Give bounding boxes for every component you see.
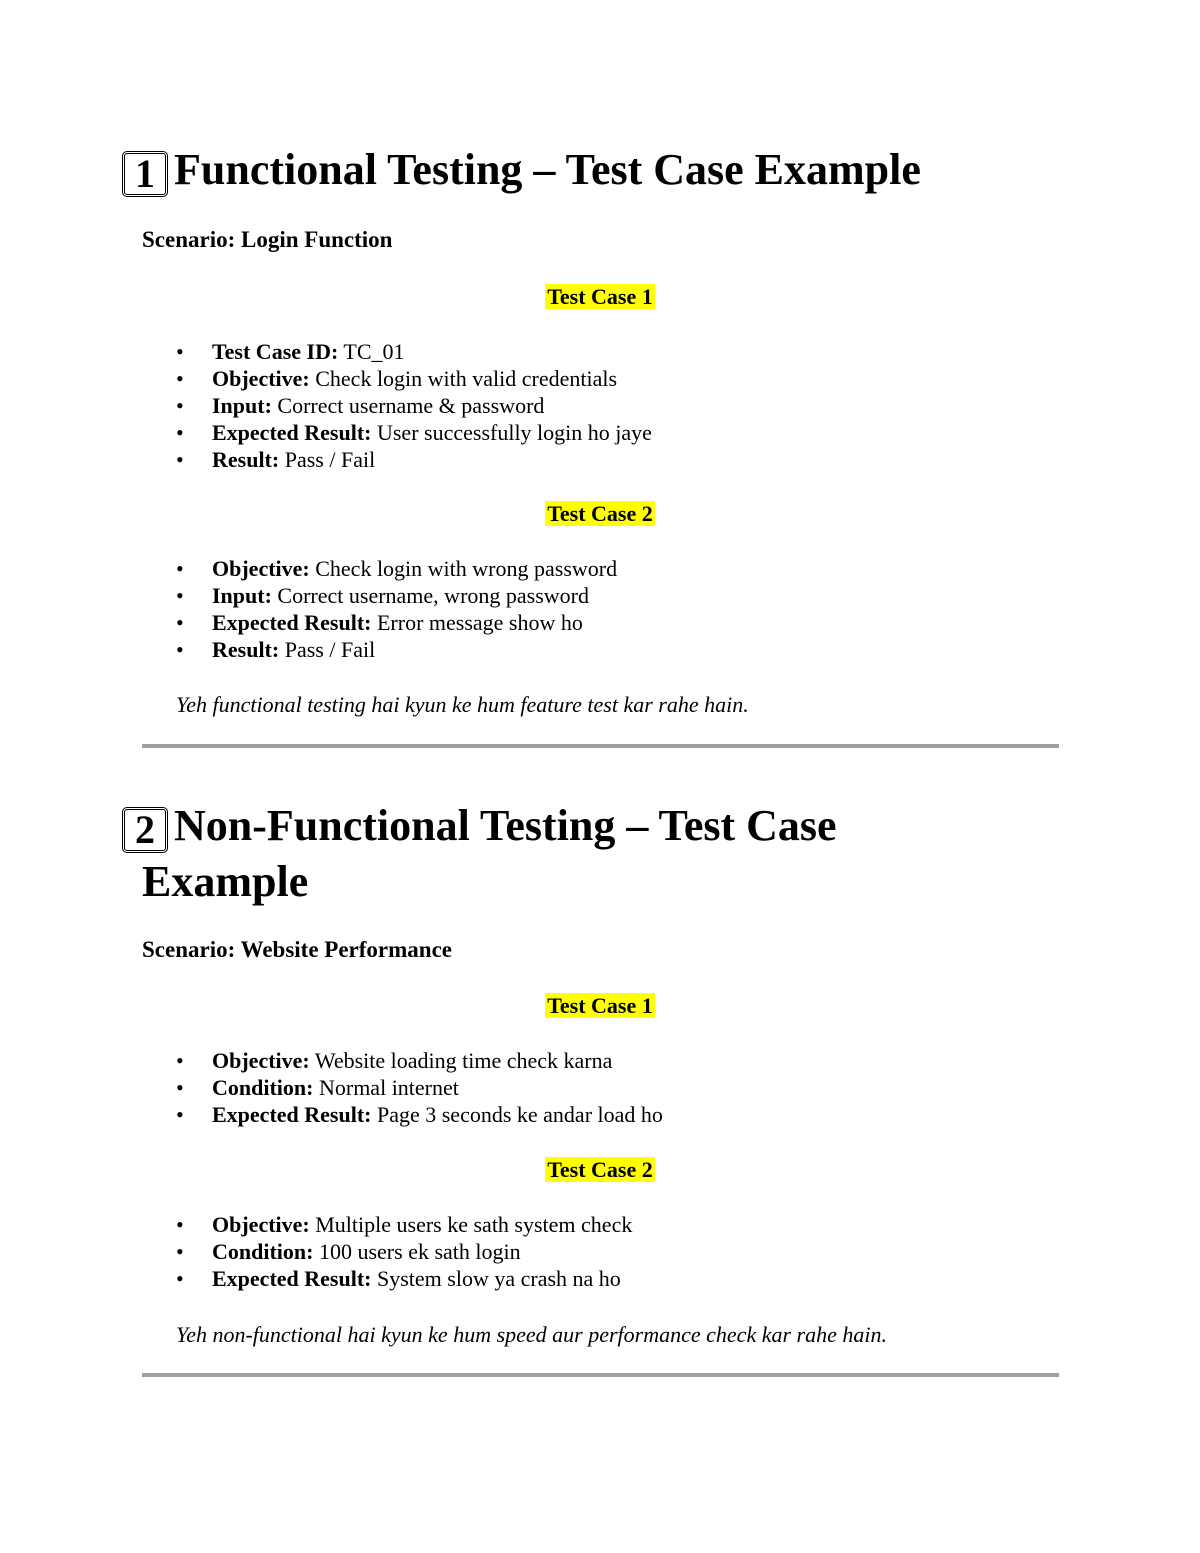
section-1-heading — [122, 142, 1082, 198]
section-1-note: Yeh functional testing hai kyun ke hum feature test kar rahe hain. — [176, 692, 749, 717]
list-item — [176, 365, 652, 392]
item-value: Pass / Fail — [279, 637, 376, 662]
item-key: Input: — [212, 393, 272, 418]
item-key: Input: — [212, 583, 272, 608]
item-key: Result: — [212, 637, 280, 662]
horizontal-rule — [142, 1373, 1059, 1377]
item-value: Pass / Fail — [279, 447, 376, 472]
list-item — [176, 1265, 632, 1292]
item-key: Test Case ID: — [212, 339, 339, 364]
item-key: Expected Result: — [212, 420, 372, 445]
item-value: Page 3 seconds ke andar load ho — [371, 1102, 663, 1127]
item-value: Check login with valid credentials — [309, 366, 618, 391]
section-1-title: Functional Testing – Test Case Example — [174, 145, 921, 194]
item-key: Expected Result: — [212, 1102, 372, 1127]
item-key: Expected Result: — [212, 1266, 372, 1291]
item-key: Result: — [212, 447, 280, 472]
section-1-number-badge: 1 — [122, 151, 168, 197]
section-1-test-case-1-label — [0, 282, 1200, 312]
list-item — [176, 446, 652, 473]
highlight-label: Test Case 1 — [547, 284, 653, 309]
highlight-label: Test Case 2 — [547, 501, 653, 526]
section-2-test-case-2-label — [0, 1155, 1200, 1185]
section-2-test-case-1-label — [0, 991, 1200, 1021]
item-value: Multiple users ke sath system check — [309, 1212, 633, 1237]
item-value: Check login with wrong password — [309, 556, 618, 581]
item-key: Expected Result: — [212, 610, 372, 635]
list-item — [176, 1211, 632, 1238]
item-value: 100 users ek sath login — [313, 1239, 521, 1264]
list-item — [176, 392, 652, 419]
item-value: Website loading time check karna — [309, 1048, 613, 1073]
item-value: Normal internet — [313, 1075, 459, 1100]
list-item — [176, 582, 617, 609]
list-item — [176, 338, 652, 365]
list-item — [176, 1238, 632, 1265]
item-value: System slow ya crash na ho — [371, 1266, 621, 1291]
list-item — [176, 419, 652, 446]
item-value: Error message show ho — [371, 610, 583, 635]
list-item — [176, 609, 617, 636]
list-item — [176, 1047, 663, 1074]
item-key: Objective: — [212, 1048, 310, 1073]
section-2-test-case-1-list — [176, 1047, 663, 1128]
section-1-scenario: Scenario: Login Function — [142, 227, 393, 252]
section-2-note: Yeh non-functional hai kyun ke hum speed aur performance check kar rahe hain. — [176, 1322, 887, 1347]
item-key: Condition: — [212, 1075, 314, 1100]
section-1-test-case-2-label — [0, 499, 1200, 529]
highlight-label: Test Case 1 — [547, 993, 653, 1018]
highlight-label: Test Case 2 — [547, 1157, 653, 1182]
list-item — [176, 1074, 663, 1101]
item-key: Objective: — [212, 366, 310, 391]
list-item — [176, 636, 617, 663]
horizontal-rule — [142, 744, 1059, 748]
section-2-test-case-2-list — [176, 1211, 632, 1292]
section-2-heading — [122, 798, 1022, 910]
section-2-number-badge: 2 — [122, 807, 168, 853]
item-key: Condition: — [212, 1239, 314, 1264]
list-item — [176, 555, 617, 582]
section-2-title-line-2: Example — [142, 857, 309, 906]
section-1-test-case-1-list — [176, 338, 652, 473]
section-2-scenario: Scenario: Website Performance — [142, 937, 452, 962]
list-item — [176, 1101, 663, 1128]
section-1-test-case-2-list — [176, 555, 617, 663]
item-key: Objective: — [212, 1212, 310, 1237]
item-value: Correct username & password — [271, 393, 545, 418]
item-value: User successfully login ho jaye — [371, 420, 652, 445]
section-2-title-line-1: Non-Functional Testing – Test Case — [174, 801, 837, 850]
item-key: Objective: — [212, 556, 310, 581]
item-value: Correct username, wrong password — [271, 583, 589, 608]
item-value: TC_01 — [338, 339, 405, 364]
